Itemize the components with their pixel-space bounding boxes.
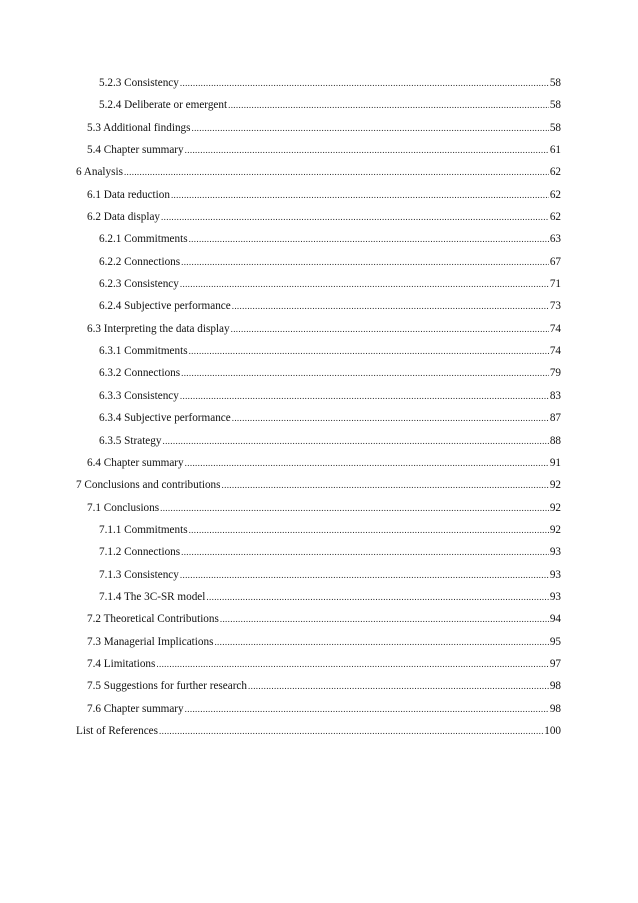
- toc-entry-page-number: 67: [549, 255, 561, 268]
- toc-dot-leader: [191, 117, 548, 139]
- toc-entry-page-number: 58: [549, 121, 561, 134]
- toc-dot-leader: [189, 519, 549, 541]
- toc-entry-page-number: 58: [549, 99, 561, 112]
- toc-entry-title: 6.2.3 Consistency: [99, 278, 179, 291]
- toc-dot-leader: [162, 430, 548, 452]
- toc-entry-page-number: 83: [549, 389, 561, 402]
- toc-dot-leader: [180, 273, 549, 295]
- toc-entry[interactable]: [76, 720, 561, 742]
- toc-entry[interactable]: [76, 340, 561, 362]
- toc-entry-title: 6.3.1 Commitments: [99, 345, 188, 358]
- toc-entry-page-number: 73: [549, 300, 561, 313]
- toc-entry-page-number: 100: [544, 724, 561, 737]
- toc-entry-title: 7.1.3 Consistency: [99, 568, 179, 581]
- toc-entry[interactable]: [76, 117, 561, 139]
- toc-dot-leader: [248, 675, 549, 697]
- toc-dot-leader: [185, 698, 549, 720]
- toc-entry[interactable]: [76, 273, 561, 295]
- toc-entry-page-number: 93: [549, 546, 561, 559]
- toc-dot-leader: [181, 541, 549, 563]
- toc-entry-page-number: 62: [549, 166, 561, 179]
- toc-entry-page-number: 61: [549, 144, 561, 157]
- toc-entry-title: 6.3 Interpreting the data display: [87, 322, 230, 335]
- toc-entry-title: 5.3 Additional findings: [87, 121, 191, 134]
- toc-dot-leader: [231, 318, 549, 340]
- toc-entry-title: 6.2 Data display: [87, 211, 161, 224]
- toc-entry-title: 6.3.3 Consistency: [99, 389, 179, 402]
- toc-entry[interactable]: [76, 564, 561, 586]
- toc-entry[interactable]: [76, 139, 561, 161]
- toc-dot-leader: [206, 586, 548, 608]
- toc-entry-title: 6.3.2 Connections: [99, 367, 181, 380]
- toc-entry-title: 7.6 Chapter summary: [87, 702, 184, 715]
- toc-entry[interactable]: [76, 362, 561, 384]
- toc-entry[interactable]: [76, 228, 561, 250]
- toc-dot-leader: [181, 251, 549, 273]
- toc-entry-title: 6.3.5 Strategy: [99, 434, 162, 447]
- toc-entry[interactable]: [76, 519, 561, 541]
- toc-entry-title: 7.3 Managerial Implications: [87, 635, 214, 648]
- toc-entry[interactable]: [76, 675, 561, 697]
- toc-entry[interactable]: [76, 452, 561, 474]
- toc-entry-title: 6 Analysis: [76, 166, 123, 179]
- toc-dot-leader: [159, 720, 543, 742]
- toc-list: [76, 72, 561, 742]
- toc-dot-leader: [124, 161, 549, 183]
- toc-entry[interactable]: [76, 698, 561, 720]
- toc-entry-page-number: 71: [549, 278, 561, 291]
- toc-dot-leader: [180, 385, 549, 407]
- toc-entry-page-number: 88: [549, 434, 561, 447]
- toc-entry-page-number: 92: [549, 523, 561, 536]
- toc-dot-leader: [185, 139, 549, 161]
- toc-dot-leader: [161, 206, 549, 228]
- toc-dot-leader: [189, 228, 549, 250]
- toc-dot-leader: [180, 72, 549, 94]
- toc-entry[interactable]: [76, 161, 561, 183]
- toc-entry[interactable]: [76, 631, 561, 653]
- toc-entry-title: 5.2.4 Deliberate or emergent: [99, 99, 228, 112]
- toc-entry-title: 6.2.4 Subjective performance: [99, 300, 231, 313]
- toc-entry-page-number: 74: [549, 345, 561, 358]
- toc-entry-title: 7.1 Conclusions: [87, 501, 160, 514]
- toc-dot-leader: [220, 608, 549, 630]
- toc-entry-title: 6.2.1 Commitments: [99, 233, 188, 246]
- toc-entry-page-number: 92: [549, 479, 561, 492]
- toc-entry[interactable]: [76, 385, 561, 407]
- toc-entry-page-number: 63: [549, 233, 561, 246]
- toc-dot-leader: [181, 362, 549, 384]
- toc-entry[interactable]: [76, 94, 561, 116]
- toc-entry-title: 7.5 Suggestions for further research: [87, 680, 247, 693]
- toc-entry[interactable]: [76, 586, 561, 608]
- toc-entry-title: List of References: [76, 724, 159, 737]
- toc-entry-title: 7.1.2 Connections: [99, 546, 181, 559]
- toc-dot-leader: [232, 295, 549, 317]
- toc-entry[interactable]: [76, 474, 561, 496]
- toc-entry-page-number: 93: [549, 568, 561, 581]
- toc-entry[interactable]: [76, 318, 561, 340]
- toc-dot-leader: [189, 340, 549, 362]
- toc-entry[interactable]: [76, 407, 561, 429]
- toc-entry-title: 6.3.4 Subjective performance: [99, 412, 231, 425]
- toc-entry-page-number: 62: [549, 188, 561, 201]
- toc-entry-page-number: 91: [549, 456, 561, 469]
- toc-entry-title: 6.2.2 Connections: [99, 255, 181, 268]
- toc-dot-leader: [160, 497, 549, 519]
- toc-dot-leader: [214, 631, 548, 653]
- toc-entry-title: 7.2 Theoretical Contributions: [87, 613, 219, 626]
- toc-dot-leader: [185, 452, 549, 474]
- toc-entry[interactable]: [76, 184, 561, 206]
- toc-dot-leader: [228, 94, 549, 116]
- toc-entry-title: 5.2.3 Consistency: [99, 77, 179, 89]
- toc-entry-title: 7.1.1 Commitments: [99, 523, 188, 536]
- toc-entry-page-number: 92: [549, 501, 561, 514]
- toc-entry-title: 6.4 Chapter summary: [87, 456, 184, 469]
- toc-entry-title: 7 Conclusions and contributions: [76, 479, 221, 492]
- toc-entry[interactable]: [76, 608, 561, 630]
- toc-dot-leader: [171, 184, 549, 206]
- toc-entry-title: 5.4 Chapter summary: [87, 144, 184, 157]
- toc-entry[interactable]: [76, 295, 561, 317]
- toc-entry-title: 6.1 Data reduction: [87, 188, 170, 201]
- toc-entry-page-number: 58: [549, 77, 561, 89]
- toc-entry-title: 7.4 Limitations: [87, 657, 156, 670]
- toc-entry[interactable]: [76, 497, 561, 519]
- toc-dot-leader: [156, 653, 548, 675]
- toc-dot-leader: [180, 564, 549, 586]
- toc-entry[interactable]: [76, 653, 561, 675]
- toc-entry-page-number: 97: [549, 657, 561, 670]
- toc-entry-page-number: 62: [549, 211, 561, 224]
- toc-entry-title: 7.1.4 The 3C-SR model: [99, 590, 206, 603]
- toc-dot-leader: [232, 407, 549, 429]
- toc-entry-page-number: 79: [549, 367, 561, 380]
- toc-entry-page-number: 94: [549, 613, 561, 626]
- toc-dot-leader: [222, 474, 549, 496]
- toc-entry[interactable]: [76, 541, 561, 563]
- toc-entry[interactable]: [76, 430, 561, 452]
- toc-entry[interactable]: [76, 72, 561, 94]
- toc-entry-page-number: 98: [549, 680, 561, 693]
- toc-entry-page-number: 74: [549, 322, 561, 335]
- toc-entry-page-number: 87: [549, 412, 561, 425]
- toc-entry[interactable]: [76, 206, 561, 228]
- toc-entry-page-number: 98: [549, 702, 561, 715]
- toc-entry[interactable]: [76, 251, 561, 273]
- toc-entry-page-number: 93: [549, 590, 561, 603]
- table-of-contents: [76, 72, 561, 742]
- toc-entry-page-number: 95: [549, 635, 561, 648]
